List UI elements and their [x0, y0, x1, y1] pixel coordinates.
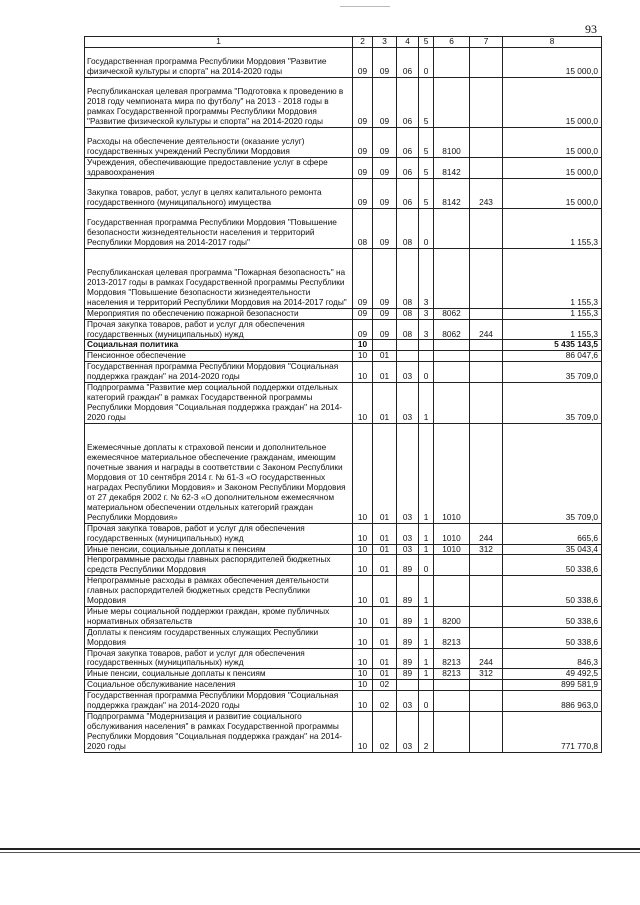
row-expense-type	[470, 423, 503, 523]
row-description: Непрограммные расходы главных распорядителей бюджетных средств Республики Мордовия	[85, 555, 353, 576]
row-amount: 15 000,0	[503, 178, 602, 208]
row-program: 08	[397, 319, 419, 340]
row-subsection: 09	[373, 157, 397, 178]
row-target-code	[434, 680, 470, 691]
row-description: Прочая закупка товаров, работ и услуг для обеспечения государственных (муниципальных) нужд	[85, 523, 353, 544]
row-description: Государственная программа Республики Мордовия "Повышение безопасности жизнедеятельности населения и территорий Республики Мордовия на 2014-2017 годы"	[85, 208, 353, 248]
row-program: 06	[397, 47, 419, 77]
row-program: 03	[397, 544, 419, 555]
row-section: 10	[353, 351, 373, 362]
row-subprogram: 1	[419, 627, 434, 648]
row-subprogram	[419, 351, 434, 362]
row-program: 89	[397, 606, 419, 627]
row-subprogram: 1	[419, 648, 434, 669]
row-description: Иные пенсии, социальные доплаты к пенсиям	[85, 669, 353, 680]
row-amount: 899 581,9	[503, 680, 602, 691]
row-subsection: 02	[373, 680, 397, 691]
row-program: 08	[397, 248, 419, 308]
row-expense-type	[470, 691, 503, 712]
table-row	[85, 523, 602, 544]
row-section: 09	[353, 77, 373, 127]
row-subprogram: 1	[419, 669, 434, 680]
row-program	[397, 351, 419, 362]
row-expense-type	[470, 47, 503, 77]
row-description: Ежемесячные доплаты к страховой пенсии и дополнительное ежемесячное материальное обеспечение гражданам, имеющим почетные звания и награды в соответствии с Законом Республики Мордовия от 10 сентября 2014 г. № 61-З «О государственных наградах Республики Мордовия» и Законом Республики Мордовия от 27 декабря 2002 г. № 62-З «О дополнительном ежемесячном материальном обеспечении отдельных категорий граждан Республики Мордовия»	[85, 423, 353, 523]
row-description: Государственная программа Республики Мордовия "Развитие физической культуры и спорта" на 2014-2020 годы	[85, 47, 353, 77]
row-target-code	[434, 576, 470, 607]
row-target-code	[434, 47, 470, 77]
row-section: 09	[353, 308, 373, 319]
row-subprogram: 0	[419, 208, 434, 248]
row-description: Пенсионное обеспечение	[85, 351, 353, 362]
row-description: Иные меры социальной поддержки граждан, кроме публичных нормативных обязательств	[85, 606, 353, 627]
row-subprogram: 3	[419, 319, 434, 340]
header-row	[85, 37, 602, 48]
row-program: 06	[397, 127, 419, 157]
row-program: 89	[397, 648, 419, 669]
row-program: 06	[397, 157, 419, 178]
table-row	[85, 606, 602, 627]
row-expense-type: 312	[470, 669, 503, 680]
row-target-code: 8100	[434, 127, 470, 157]
table-row	[85, 544, 602, 555]
row-target-code	[434, 383, 470, 424]
row-target-code: 8213	[434, 648, 470, 669]
row-section: 08	[353, 208, 373, 248]
row-expense-type: 312	[470, 544, 503, 555]
row-subprogram: 5	[419, 127, 434, 157]
row-subsection: 09	[373, 47, 397, 77]
row-expense-type: 243	[470, 178, 503, 208]
header-cell: 6	[434, 37, 470, 48]
row-subsection: 01	[373, 555, 397, 576]
row-description: Государственная программа Республики Мордовия "Социальная поддержка граждан" на 2014-2020 годы	[85, 691, 353, 712]
row-description: Мероприятия по обеспечению пожарной безопасности	[85, 308, 353, 319]
row-description: Республиканская целевая программа "Пожарная безопасность" на 2013-2017 годы в рамках Государственной программы Республики Мордовия "Повышение безопасности жизнедеятельности населения и территорий Республики Мордовия на 2014-2017 годы"	[85, 248, 353, 308]
row-target-code: 1010	[434, 423, 470, 523]
header-cell: 1	[85, 37, 353, 48]
row-description: Прочая закупка товаров, работ и услуг для обеспечения государственных (муниципальных) нужд	[85, 648, 353, 669]
row-description: Подпрограмма "Модернизация и развитие социального обслуживания населения" в рамках Государственной программы Республики Мордовия "Социальная поддержка граждан" на 2014-2020 годы	[85, 712, 353, 753]
budget-table	[84, 36, 602, 753]
row-amount: 665,6	[503, 523, 602, 544]
row-target-code	[434, 712, 470, 753]
row-expense-type	[470, 340, 503, 351]
row-program: 06	[397, 77, 419, 127]
row-expense-type: 244	[470, 523, 503, 544]
row-target-code: 8200	[434, 606, 470, 627]
row-subsection: 09	[373, 248, 397, 308]
row-description: Доплаты к пенсиям государственных служащих Республики Мордовия	[85, 627, 353, 648]
row-program: 08	[397, 308, 419, 319]
row-subsection: 01	[373, 627, 397, 648]
row-target-code: 8142	[434, 178, 470, 208]
table-row	[85, 680, 602, 691]
row-subprogram: 3	[419, 248, 434, 308]
row-program: 89	[397, 576, 419, 607]
row-amount: 886 963,0	[503, 691, 602, 712]
row-expense-type	[470, 208, 503, 248]
row-target-code: 8062	[434, 308, 470, 319]
row-expense-type: 244	[470, 648, 503, 669]
row-expense-type	[470, 680, 503, 691]
row-target-code	[434, 555, 470, 576]
row-amount: 1 155,3	[503, 248, 602, 308]
row-expense-type	[470, 627, 503, 648]
bottom-rule-thin	[0, 852, 640, 853]
row-section: 10	[353, 627, 373, 648]
row-subprogram: 2	[419, 712, 434, 753]
row-amount: 771 770,8	[503, 712, 602, 753]
row-expense-type	[470, 555, 503, 576]
row-section: 10	[353, 423, 373, 523]
row-expense-type	[470, 576, 503, 607]
row-program: 03	[397, 423, 419, 523]
row-subsection: 01	[373, 576, 397, 607]
row-amount: 1 155,3	[503, 208, 602, 248]
row-target-code: 8142	[434, 157, 470, 178]
row-amount: 50 338,6	[503, 627, 602, 648]
row-target-code: 1010	[434, 544, 470, 555]
row-subsection: 09	[373, 77, 397, 127]
row-subprogram: 1	[419, 606, 434, 627]
row-description: Расходы на обеспечение деятельности (оказание услуг) государственных учреждений Республики Мордовия	[85, 127, 353, 157]
row-program	[397, 340, 419, 351]
row-subsection: 01	[373, 383, 397, 424]
row-program	[397, 680, 419, 691]
row-amount: 1 155,3	[503, 319, 602, 340]
row-program: 03	[397, 383, 419, 424]
header-cell: 4	[397, 37, 419, 48]
page-number: 93	[585, 22, 597, 36]
row-program: 08	[397, 208, 419, 248]
row-section: 10	[353, 712, 373, 753]
row-subsection: 09	[373, 208, 397, 248]
row-subprogram: 5	[419, 178, 434, 208]
table-row	[85, 555, 602, 576]
row-expense-type	[470, 248, 503, 308]
row-subsection: 01	[373, 669, 397, 680]
row-subsection: 09	[373, 319, 397, 340]
row-expense-type	[470, 308, 503, 319]
row-amount: 35 043,4	[503, 544, 602, 555]
row-description: Прочая закупка товаров, работ и услуг для обеспечения государственных (муниципальных) нужд	[85, 319, 353, 340]
row-section: 10	[353, 576, 373, 607]
row-section: 09	[353, 178, 373, 208]
table-row	[85, 423, 602, 523]
table-row	[85, 47, 602, 77]
row-section: 10	[353, 606, 373, 627]
row-target-code: 8062	[434, 319, 470, 340]
row-subprogram	[419, 680, 434, 691]
row-expense-type	[470, 127, 503, 157]
row-description: Непрограммные расходы в рамках обеспечения деятельности главных распорядителей бюджетных средств Республики Мордовия	[85, 576, 353, 607]
row-description: Закупка товаров, работ, услуг в целях капитального ремонта государственного (муниципального) имущества	[85, 178, 353, 208]
row-expense-type	[470, 606, 503, 627]
table-row	[85, 77, 602, 127]
header-cell: 2	[353, 37, 373, 48]
row-section: 10	[353, 669, 373, 680]
row-description: Подпрограмма "Развитие мер социальной поддержки отдельных категорий граждан" в рамках Государственной программы Республики Мордовия "Социальная поддержка граждан" на 2014-2020 годы	[85, 383, 353, 424]
row-subprogram: 0	[419, 691, 434, 712]
row-section: 09	[353, 248, 373, 308]
row-program: 89	[397, 627, 419, 648]
row-program: 06	[397, 178, 419, 208]
scan-artifact	[340, 6, 390, 7]
row-program: 03	[397, 523, 419, 544]
row-section: 10	[353, 648, 373, 669]
row-subprogram: 3	[419, 308, 434, 319]
row-subsection: 09	[373, 178, 397, 208]
table-row	[85, 157, 602, 178]
row-target-code	[434, 351, 470, 362]
row-section: 09	[353, 157, 373, 178]
row-target-code	[434, 248, 470, 308]
header-cell: 3	[373, 37, 397, 48]
table-row	[85, 319, 602, 340]
row-subprogram: 0	[419, 47, 434, 77]
row-target-code	[434, 208, 470, 248]
table-row	[85, 691, 602, 712]
row-subsection: 02	[373, 691, 397, 712]
row-amount: 50 338,6	[503, 576, 602, 607]
row-expense-type	[470, 362, 503, 383]
table-row	[85, 308, 602, 319]
row-section: 10	[353, 555, 373, 576]
row-subsection: 01	[373, 351, 397, 362]
row-amount: 15 000,0	[503, 47, 602, 77]
row-subsection: 09	[373, 127, 397, 157]
table-row	[85, 627, 602, 648]
row-section: 10	[353, 362, 373, 383]
row-target-code	[434, 362, 470, 383]
row-target-code	[434, 691, 470, 712]
row-description: Социальное обслуживание населения	[85, 680, 353, 691]
row-subprogram: 5	[419, 77, 434, 127]
row-subsection: 01	[373, 606, 397, 627]
table-row	[85, 383, 602, 424]
table-row	[85, 340, 602, 351]
row-subsection: 09	[373, 308, 397, 319]
row-target-code: 1010	[434, 523, 470, 544]
table-row	[85, 669, 602, 680]
row-section: 09	[353, 127, 373, 157]
row-subsection: 01	[373, 362, 397, 383]
row-subsection: 01	[373, 523, 397, 544]
row-section: 10	[353, 523, 373, 544]
row-expense-type: 244	[470, 319, 503, 340]
table-row	[85, 712, 602, 753]
table-row	[85, 351, 602, 362]
row-amount: 35 709,0	[503, 383, 602, 424]
row-amount: 5 435 143,5	[503, 340, 602, 351]
row-subprogram: 1	[419, 383, 434, 424]
table-row	[85, 362, 602, 383]
row-description: Иные пенсии, социальные доплаты к пенсиям	[85, 544, 353, 555]
row-subsection: 01	[373, 423, 397, 523]
row-amount: 15 000,0	[503, 127, 602, 157]
table-row	[85, 178, 602, 208]
row-section: 10	[353, 544, 373, 555]
row-amount: 86 047,6	[503, 351, 602, 362]
row-subprogram	[419, 340, 434, 351]
row-program: 89	[397, 555, 419, 576]
row-section: 10	[353, 383, 373, 424]
row-subprogram: 1	[419, 576, 434, 607]
row-amount: 1 155,3	[503, 308, 602, 319]
row-amount: 50 338,6	[503, 555, 602, 576]
row-description: Учреждения, обеспечивающие предоставление услуг в сфере здравоохранения	[85, 157, 353, 178]
row-subprogram: 1	[419, 423, 434, 523]
row-amount: 35 709,0	[503, 423, 602, 523]
row-subsection	[373, 340, 397, 351]
row-subsection: 01	[373, 544, 397, 555]
bottom-rule	[0, 848, 640, 850]
row-section: 09	[353, 47, 373, 77]
table-row	[85, 248, 602, 308]
header-cell: 5	[419, 37, 434, 48]
row-expense-type	[470, 157, 503, 178]
header-cell: 7	[470, 37, 503, 48]
row-subprogram: 0	[419, 362, 434, 383]
row-amount: 35 709,0	[503, 362, 602, 383]
table-row	[85, 576, 602, 607]
row-program: 03	[397, 712, 419, 753]
row-amount: 15 000,0	[503, 77, 602, 127]
row-target-code: 8213	[434, 627, 470, 648]
table-body	[85, 47, 602, 752]
row-description: Республиканская целевая программа "Подготовка к проведению в 2018 году чемпионата мира по футболу" на 2013 - 2018 годы в рамках Государственной программы Республики Мордовия "Развитие физической культуры и спорта" на 2014-2020 годы	[85, 77, 353, 127]
row-subsection: 02	[373, 712, 397, 753]
row-description: Государственная программа Республики Мордовия "Социальная поддержка граждан" на 2014-2020 годы	[85, 362, 353, 383]
row-amount: 50 338,6	[503, 606, 602, 627]
row-expense-type	[470, 77, 503, 127]
row-target-code	[434, 77, 470, 127]
table-row	[85, 648, 602, 669]
row-amount: 49 492,5	[503, 669, 602, 680]
row-target-code: 8213	[434, 669, 470, 680]
row-amount: 846,3	[503, 648, 602, 669]
row-amount: 15 000,0	[503, 157, 602, 178]
row-program: 03	[397, 362, 419, 383]
row-expense-type	[470, 712, 503, 753]
row-section: 10	[353, 340, 373, 351]
row-expense-type	[470, 383, 503, 424]
header-cell: 8	[503, 37, 602, 48]
row-program: 03	[397, 691, 419, 712]
row-description: Социальная политика	[85, 340, 353, 351]
row-subprogram: 5	[419, 157, 434, 178]
row-section: 09	[353, 319, 373, 340]
row-subsection: 01	[373, 648, 397, 669]
table-row	[85, 208, 602, 248]
row-section: 10	[353, 691, 373, 712]
row-target-code	[434, 340, 470, 351]
row-program: 89	[397, 669, 419, 680]
row-section: 10	[353, 680, 373, 691]
row-subprogram: 1	[419, 544, 434, 555]
row-subprogram: 0	[419, 555, 434, 576]
table-row	[85, 127, 602, 157]
row-subprogram: 1	[419, 523, 434, 544]
row-expense-type	[470, 351, 503, 362]
